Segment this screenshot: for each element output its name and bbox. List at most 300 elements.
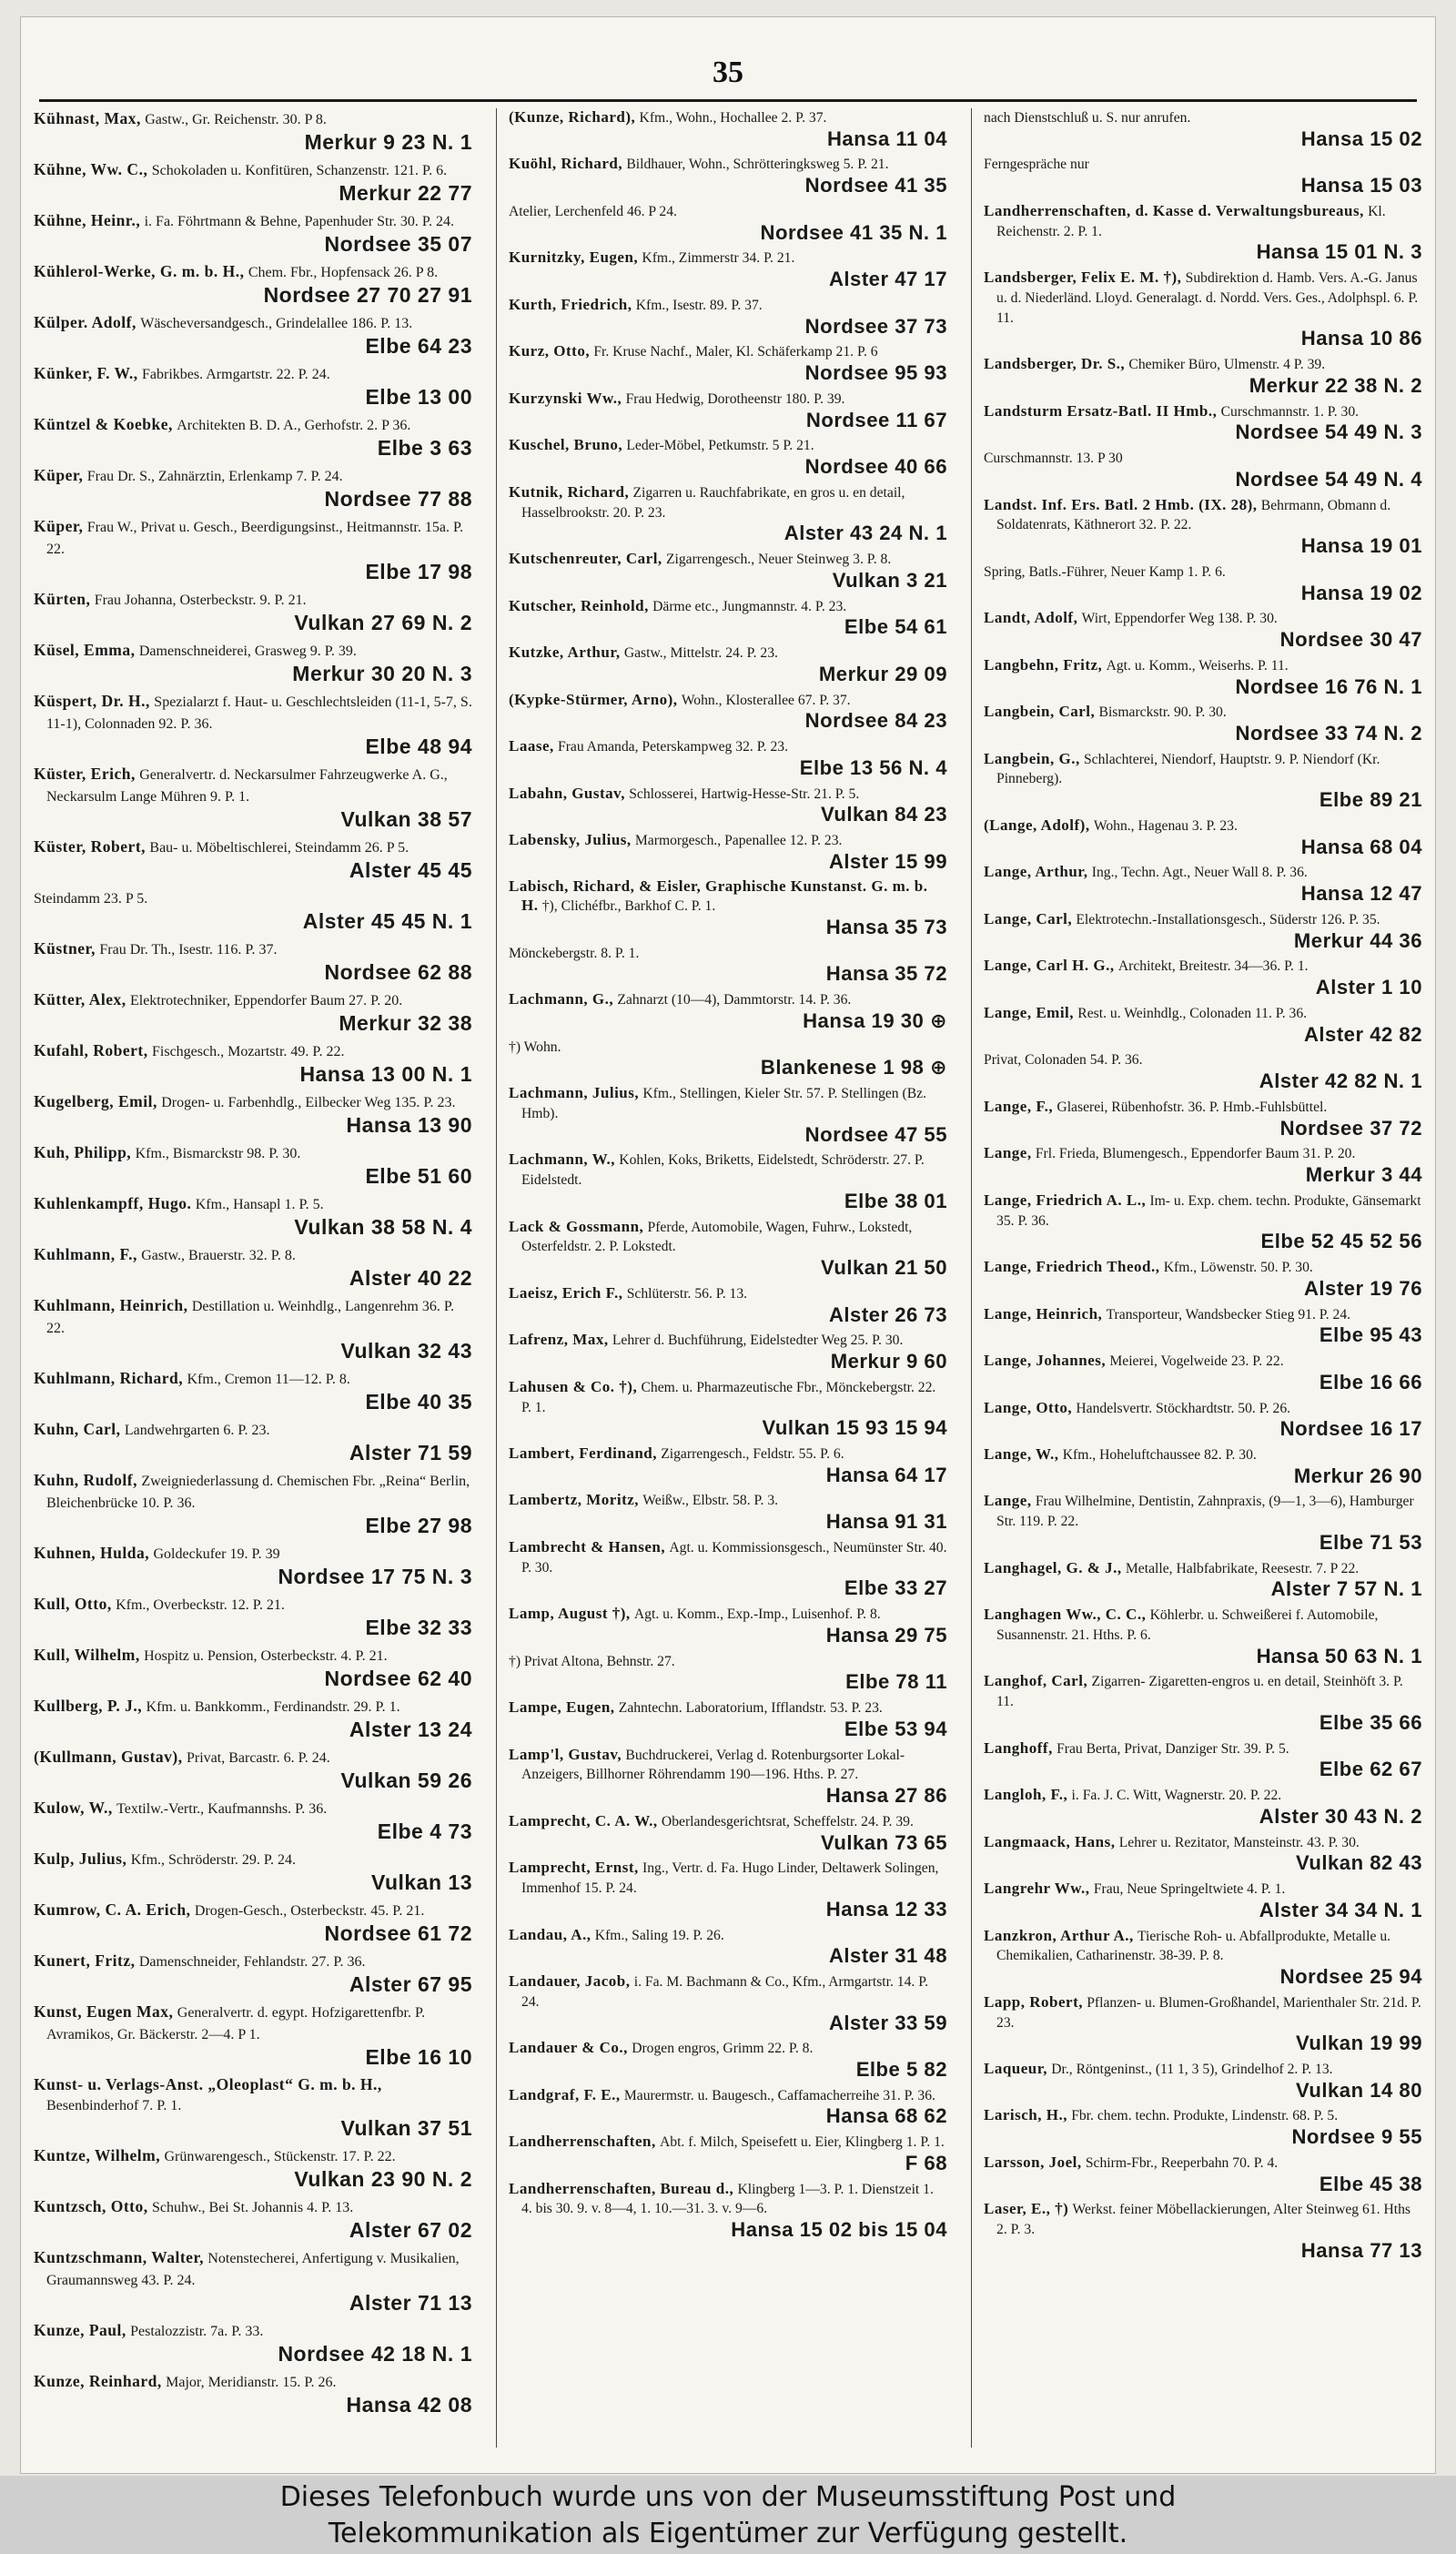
entry-phone: Elbe 33 27 bbox=[844, 1576, 947, 1600]
entry-name: Kurth, Friedrich, bbox=[509, 295, 632, 313]
directory-entry bbox=[984, 1672, 1422, 1734]
entry-detail: Chemiker Büro, Ulmenstr. 4 P. 39. bbox=[1128, 357, 1326, 373]
entry-name: Laase, bbox=[509, 737, 554, 755]
entry-detail: Meierei, Vogelweide 23. P. 22. bbox=[1109, 1353, 1284, 1370]
directory-entry bbox=[509, 990, 947, 1032]
entry-detail: Agt. u. Komm., Weiserhs. P. 11. bbox=[1106, 657, 1289, 674]
directory-entry bbox=[984, 863, 1422, 905]
entry-detail: Curschmannstr. 1. P. 30. bbox=[1220, 403, 1360, 420]
entry-phone: Alster 40 22 bbox=[349, 1266, 472, 1290]
entry-detail: Kfm., Schröderstr. 29. P. 24. bbox=[130, 1852, 297, 1868]
entry-phone: Alster 47 17 bbox=[828, 268, 947, 291]
entry-detail: Zweigniederlassung d. Chemischen Fbr. „Reina“ Berlin, Bleichenbrücke 10. P. 36. bbox=[46, 1474, 470, 1511]
entry-phone: Merkur 9 60 bbox=[830, 1350, 947, 1373]
directory-entry bbox=[509, 1812, 947, 1854]
directory-entry bbox=[984, 1445, 1422, 1487]
entry-phone: Hansa 19 01 bbox=[1300, 534, 1422, 558]
entry-phone: Nordsee 54 49 N. 3 bbox=[1235, 421, 1422, 444]
entry-detail: i. Fa. Föhrtmann & Behne, Papenhuder Str. 30. P. 24. bbox=[144, 214, 455, 229]
entry-detail: Elektrotechn.-Installationsgesch., Süderstr 126. P. 35. bbox=[1076, 911, 1380, 927]
directory-entry bbox=[509, 1378, 947, 1440]
entry-detail: Grünwarengesch., Stückenstr. 17. P. 22. bbox=[164, 2149, 396, 2164]
column-divider bbox=[496, 108, 497, 2448]
entry-phone: Nordsee 54 49 N. 4 bbox=[1235, 467, 1422, 491]
entry-phone: Elbe 17 98 bbox=[365, 560, 472, 583]
entry-phone: Hansa 12 33 bbox=[825, 1897, 947, 1921]
entry-phone: Merkur 29 09 bbox=[818, 662, 947, 685]
entry-phone: Elbe 13 56 N. 4 bbox=[799, 755, 947, 779]
entry-detail: Frau, Neue Springeltwiete 4. P. 1. bbox=[1093, 1881, 1286, 1898]
entry-detail: Kfm., Saling 19. P. 26. bbox=[594, 1927, 724, 1943]
entry-detail: Kfm., Overbeckstr. 12. P. 21. bbox=[116, 1597, 285, 1613]
entry-phone: Vulkan 38 57 bbox=[340, 807, 472, 831]
entry-detail: Kfm. u. Bankkomm., Ferdinandstr. 29. P. 1. bbox=[146, 1699, 400, 1715]
directory-entry bbox=[509, 1038, 947, 1079]
entry-detail: Privat, Colonaden 54. P. 36. bbox=[984, 1052, 1143, 1069]
entry-detail: Glaserei, Rübenhofstr. 36. P. Hmb.-Fuhlsbüttel. bbox=[1057, 1099, 1328, 1115]
entry-phone: Hansa 35 73 bbox=[825, 915, 947, 938]
directory-entry bbox=[34, 887, 472, 933]
entry-detail: Köhlerbr. u. Schweißerei f. Automobile, Susannenstr. 21. Hths. P. 6. bbox=[996, 1607, 1379, 1643]
entry-name: Kürten, bbox=[34, 590, 91, 608]
entry-name: Kühnast, Max, bbox=[34, 109, 141, 127]
directory-entry bbox=[984, 449, 1422, 491]
entry-phone: Vulkan 19 99 bbox=[1295, 2032, 1422, 2055]
entry-phone: Elbe 27 98 bbox=[365, 1514, 472, 1537]
entry-phone: Elbe 35 66 bbox=[1319, 1710, 1422, 1734]
entry-name: Laeisz, Erich F., bbox=[509, 1283, 623, 1302]
entry-name: Landherrenschaften, Bureau d., bbox=[509, 2179, 734, 2197]
entry-phone: Nordsee 25 94 bbox=[1279, 1965, 1422, 1989]
directory-entry bbox=[34, 1900, 472, 1945]
directory-entry bbox=[984, 2060, 1422, 2102]
entry-name: Kugelberg, Emil, bbox=[34, 1092, 157, 1110]
entry-phone: Hansa 15 02 bbox=[1300, 127, 1422, 150]
entry-phone: Merkur 22 38 N. 2 bbox=[1249, 373, 1422, 397]
entry-name: Kufahl, Robert, bbox=[34, 1041, 148, 1059]
directory-entry bbox=[34, 108, 472, 154]
entry-name: Kutscher, Reinhold, bbox=[509, 596, 649, 614]
entry-detail: †), Clichéfbr., Barkhof C. P. 1. bbox=[541, 898, 716, 915]
entry-detail: Fabrikbes. Armgartstr. 22. P. 24. bbox=[142, 367, 330, 382]
entry-detail: Kfm., Stellingen, Kieler Str. 57. P. Stellingen (Bz. Hmb). bbox=[521, 1086, 926, 1121]
entry-phone: Nordsee 16 76 N. 1 bbox=[1235, 674, 1422, 698]
entry-name: Landherrenschaften, d. Kasse d. Verwaltungsbureaus, bbox=[984, 201, 1364, 219]
entry-phone: Nordsee 30 47 bbox=[1279, 628, 1422, 652]
entry-detail: Architekten B. D. A., Gerhofstr. 2. P 36. bbox=[177, 418, 411, 433]
entry-detail: Generalvertr. d. egypt. Hofzigarettenfbr. P. Avramikos, Gr. Bäckerstr. 2—4. P 1. bbox=[46, 2005, 426, 2042]
entry-detail: Zigarren u. Rauchfabrikate, en gros u. en detail, Hasselbrookstr. 20. P. 23. bbox=[521, 484, 905, 521]
entry-detail: Destillation u. Weinhdlg., Langenrehm 36. P. 22. bbox=[46, 1299, 454, 1336]
entry-name: Larisch, H., bbox=[984, 2106, 1067, 2124]
entry-name: Landsberger, Felix E. M. †), bbox=[984, 269, 1182, 287]
directory-entry bbox=[34, 2196, 472, 2242]
directory-entry bbox=[984, 1927, 1422, 1989]
entry-phone: Elbe 13 00 bbox=[365, 385, 472, 409]
directory-entry bbox=[34, 2247, 472, 2315]
entry-name: Langbein, Carl, bbox=[984, 703, 1096, 721]
entry-detail: Handelsvertr. Stöckhardtstr. 50. P. 26. bbox=[1076, 1400, 1291, 1416]
directory-entry bbox=[984, 750, 1422, 812]
entry-phone: Nordsee 84 23 bbox=[804, 709, 947, 733]
directory-entry bbox=[34, 989, 472, 1035]
directory-entry bbox=[984, 1305, 1422, 1347]
entry-detail: Frl. Frieda, Blumengesch., Eppendorfer Baum 31. P. 20. bbox=[1035, 1146, 1356, 1162]
entry-phone: Alster 42 82 N. 1 bbox=[1259, 1069, 1422, 1093]
entry-detail: Agt. u. Kommissionsgesch., Neumünster Str. 40. P. 30. bbox=[521, 1539, 947, 1576]
directory-entry bbox=[984, 1144, 1422, 1186]
directory-entry bbox=[34, 1368, 472, 1414]
entry-phone: Alster 45 45 N. 1 bbox=[302, 909, 472, 933]
entry-detail: Spring, Batls.-Führer, Neuer Kamp 1. P. 6. bbox=[984, 563, 1226, 580]
entry-phone: Hansa 68 04 bbox=[1300, 835, 1422, 858]
directory-entry bbox=[984, 108, 1422, 150]
directory-entry bbox=[984, 496, 1422, 558]
directory-entry bbox=[34, 1040, 472, 1086]
entry-detail: Damenschneider, Fehlandstr. 27. P. 36. bbox=[138, 1954, 366, 1970]
entry-detail: Pestalozzistr. 7a. P. 33. bbox=[130, 2324, 264, 2339]
entry-detail: Weißw., Elbstr. 58. P. 3. bbox=[642, 1493, 779, 1509]
entry-name: Kuh, Philipp, bbox=[34, 1143, 132, 1161]
directory-entry bbox=[34, 2074, 472, 2140]
entry-phone: Merkur 44 36 bbox=[1293, 928, 1422, 952]
directory-entry bbox=[509, 1331, 947, 1373]
entry-phone: Nordsee 33 74 N. 2 bbox=[1235, 722, 1422, 745]
entry-phone: Nordsee 35 07 bbox=[324, 232, 472, 256]
entry-detail: Lehrer d. Buchführung, Eidelstedter Weg 25. P. 30. bbox=[612, 1333, 904, 1349]
entry-phone: Hansa 91 31 bbox=[825, 1510, 947, 1534]
entry-phone: Hansa 19 02 bbox=[1300, 581, 1422, 604]
directory-entry bbox=[509, 737, 947, 779]
entry-phone: Nordsee 27 70 27 91 bbox=[263, 283, 472, 307]
entry-detail: Zigarrengesch., Neuer Steinweg 3. P. 8. bbox=[665, 552, 892, 568]
entry-detail: Spezialarzt f. Haut- u. Geschlechtsleiden (11-1, 5-7, S. 11-1), Colonnaden 92. P. 36. bbox=[46, 694, 472, 732]
directory-entry bbox=[984, 703, 1422, 745]
entry-name: Küster, Erich, bbox=[34, 765, 136, 783]
directory-entry bbox=[509, 597, 947, 639]
entry-phone: Nordsee 37 72 bbox=[1279, 1116, 1422, 1140]
entry-phone: Elbe 89 21 bbox=[1319, 788, 1422, 812]
directory-entry bbox=[509, 1698, 947, 1740]
entry-name: Kuöhl, Richard, bbox=[509, 155, 623, 173]
entry-phone: Elbe 16 10 bbox=[365, 2045, 472, 2069]
entry-name: Landherrenschaften, bbox=[509, 2133, 656, 2151]
directory-entry bbox=[34, 261, 472, 307]
entry-phone: Alster 34 34 N. 1 bbox=[1259, 1898, 1422, 1921]
entry-detail: Bau- u. Möbeltischlerei, Steindamm 26. P 5. bbox=[149, 840, 410, 856]
entry-name: Kühne, Heinr., bbox=[34, 211, 141, 229]
entry-name: Künker, F. W., bbox=[34, 364, 138, 382]
entry-name: Langmaack, Hans, bbox=[984, 1832, 1116, 1850]
directory-entry bbox=[984, 1098, 1422, 1140]
entry-phone: Nordsee 61 72 bbox=[324, 1921, 472, 1945]
entry-name: Landgraf, F. E., bbox=[509, 2085, 621, 2103]
entry-detail: Ferngespräche nur bbox=[984, 157, 1089, 173]
entry-name: Kunze, Paul, bbox=[34, 2321, 126, 2339]
header-rule bbox=[39, 99, 1417, 102]
entry-name: Landauer, Jacob, bbox=[509, 1972, 631, 1991]
entry-name: Landsturm Ersatz-Batl. II Hmb., bbox=[984, 401, 1218, 420]
entry-phone: Alster 13 24 bbox=[349, 1718, 472, 1741]
entry-detail: Wohn., Hagenau 3. P. 23. bbox=[1093, 817, 1238, 834]
column-2 bbox=[509, 108, 947, 2246]
entry-name: Lachmann, W., bbox=[509, 1150, 616, 1169]
directory-entry bbox=[34, 1696, 472, 1741]
entry-detail: Marmorgesch., Papenallee 12. P. 23. bbox=[634, 833, 843, 848]
entry-name: Langrehr Ww., bbox=[984, 1880, 1090, 1898]
directory-entry bbox=[984, 1399, 1422, 1441]
entry-detail: Curschmannstr. 13. P 30 bbox=[984, 451, 1123, 467]
entry-detail: Zahnarzt (10—4), Dammtorstr. 14. P. 36. bbox=[617, 992, 852, 1008]
entry-name: Kulp, Julius, bbox=[34, 1850, 127, 1868]
entry-phone: Hansa 11 04 bbox=[826, 127, 947, 150]
entry-phone: Hansa 10 86 bbox=[1300, 327, 1422, 350]
entry-name: Kuhn, Carl, bbox=[34, 1420, 121, 1438]
directory-entry bbox=[509, 1605, 947, 1647]
directory-entry bbox=[509, 691, 947, 733]
entry-detail: Fr. Kruse Nachf., Maler, Kl. Schäferkamp 21. P. 6 bbox=[593, 344, 878, 360]
entry-detail: i. Fa. J. C. Witt, Wagnerstr. 20. P. 22. bbox=[1071, 1788, 1282, 1804]
entry-phone: Vulkan 15 93 15 94 bbox=[762, 1416, 947, 1440]
entry-name: Lambertz, Moritz, bbox=[509, 1491, 640, 1509]
entry-phone: Alster 7 57 N. 1 bbox=[1270, 1577, 1422, 1601]
directory-entry bbox=[34, 1951, 472, 1996]
directory-entry bbox=[34, 159, 472, 205]
entry-name: Lange, bbox=[984, 1144, 1032, 1162]
entry-name: Küspert, Dr. H., bbox=[34, 692, 150, 710]
directory-entry bbox=[509, 1150, 947, 1212]
entry-name: Langbein, G., bbox=[984, 749, 1080, 767]
entry-phone: Nordsee 9 55 bbox=[1291, 2125, 1422, 2149]
entry-name: Külper. Adolf, bbox=[34, 313, 136, 331]
entry-detail: Ing., Vertr. d. Fa. Hugo Linder, Deltawerk Solingen, Immenhof 15. P. 24. bbox=[521, 1860, 939, 1897]
entry-name: Lange, Arthur, bbox=[984, 863, 1088, 881]
directory-entry bbox=[509, 1284, 947, 1326]
entry-name: Lange, Johannes, bbox=[984, 1352, 1107, 1370]
entry-detail: Schlüterstr. 56. P. 13. bbox=[626, 1285, 748, 1302]
directory-entry bbox=[34, 589, 472, 634]
entry-phone: Vulkan 38 58 N. 4 bbox=[294, 1215, 472, 1239]
entry-detail: Schlachterei, Niendorf, Hauptstr. 9. P. Niendorf (Kr. Pinneberg). bbox=[996, 751, 1380, 787]
directory-entry bbox=[509, 2039, 947, 2081]
entry-name: Kutnik, Richard, bbox=[509, 482, 630, 501]
directory-entry bbox=[34, 1747, 472, 1792]
entry-phone: Merkur 30 20 N. 3 bbox=[292, 662, 472, 685]
entry-detail: Kfm., Isestr. 89. P. 37. bbox=[635, 297, 763, 313]
entry-phone: Elbe 38 01 bbox=[844, 1189, 947, 1212]
entry-detail: Pflanzen- u. Blumen-Großhandel, Marienthaler Str. 21d. P. 23. bbox=[996, 1994, 1421, 2031]
directory-entry bbox=[34, 414, 472, 460]
entry-name: Lanzkron, Arthur A., bbox=[984, 1926, 1134, 1944]
entry-name: Kurz, Otto, bbox=[509, 342, 591, 360]
entry-phone: Hansa 15 01 N. 3 bbox=[1256, 240, 1422, 264]
directory-entry bbox=[984, 1833, 1422, 1875]
entry-phone: Nordsee 41 35 bbox=[804, 174, 947, 198]
entry-name: Landau, A., bbox=[509, 1925, 592, 1943]
entry-name: Kumrow, C. A. Erich, bbox=[34, 1900, 191, 1919]
entry-name: Lambrecht & Hansen, bbox=[509, 1537, 666, 1556]
directory-entry bbox=[984, 1880, 1422, 1921]
entry-phone: Hansa 64 17 bbox=[825, 1463, 947, 1486]
entry-name: Kuntze, Wilhelm, bbox=[34, 2146, 161, 2164]
entry-detail: Bismarckstr. 90. P. 30. bbox=[1098, 704, 1227, 721]
entry-detail: Behrmann, Obmann d. Soldatenrats, Käthnerort 32. P. 22. bbox=[996, 497, 1391, 533]
entry-name: Lack & Gossmann, bbox=[509, 1217, 644, 1235]
entry-phone: Alster 19 76 bbox=[1303, 1276, 1422, 1300]
entry-name: Kull, Otto, bbox=[34, 1595, 112, 1613]
directory-entry bbox=[34, 2320, 472, 2366]
entry-name: Kuhnen, Hulda, bbox=[34, 1544, 150, 1562]
entry-name: Küper, bbox=[34, 517, 84, 535]
entry-phone: Alster 33 59 bbox=[828, 2011, 947, 2034]
entry-phone: Vulkan 84 23 bbox=[820, 803, 947, 826]
directory-entry bbox=[34, 2371, 472, 2417]
directory-entry bbox=[34, 691, 472, 758]
entry-phone: Merkur 9 23 N. 1 bbox=[304, 130, 472, 154]
entry-detail: Generalvertr. d. Neckarsulmer Fahrzeugwerke A. G., Neckarsulm Lange Mühren 9. P. 1. bbox=[46, 767, 448, 805]
directory-entry bbox=[984, 1606, 1422, 1667]
entry-detail: Frau Johanna, Osterbeckstr. 9. P. 21. bbox=[94, 593, 307, 608]
entry-detail: Kohlen, Koks, Briketts, Eidelstedt, Schröderstr. 27. P. Eidelstedt. bbox=[521, 1152, 925, 1189]
directory-entry bbox=[34, 1470, 472, 1537]
directory-entry bbox=[984, 1993, 1422, 2055]
entry-detail: Gastw., Brauerstr. 32. P. 8. bbox=[141, 1248, 296, 1263]
entry-detail: Drogen engros, Grimm 22. P. 8. bbox=[632, 2041, 814, 2057]
directory-entry bbox=[984, 2106, 1422, 2148]
entry-phone: Alster 42 82 bbox=[1303, 1022, 1422, 1046]
entry-phone: Merkur 22 77 bbox=[339, 181, 472, 205]
entry-detail: Ing., Techn. Agt., Neuer Wall 8. P. 36. bbox=[1091, 865, 1308, 881]
entry-detail: Schirm-Fbr., Reeperbahn 70. P. 4. bbox=[1085, 2154, 1279, 2171]
entry-name: Küsel, Emma, bbox=[34, 641, 136, 659]
entry-detail: Zahntechn. Laboratorium, Ifflandstr. 53. P. 23. bbox=[618, 1700, 883, 1717]
entry-name: Lange, Otto, bbox=[984, 1398, 1073, 1416]
entry-detail: Subdirektion d. Hamb. Vers. A.-G. Janus u. d. Niederländ. Lloyd. Generalagt. d. Nordd. Vers. Ges., Adolphspl. 6. P. 11. bbox=[996, 270, 1419, 326]
entry-detail: Gastw., Gr. Reichenstr. 30. P 8. bbox=[145, 112, 327, 127]
entry-name: Kunze, Reinhard, bbox=[34, 2372, 162, 2390]
entry-name: Kulow, W., bbox=[34, 1799, 113, 1817]
entry-detail: Steindamm 23. P 5. bbox=[34, 891, 148, 907]
directory-entry bbox=[509, 644, 947, 685]
entry-name: Lachmann, Julius, bbox=[509, 1084, 640, 1102]
entry-phone: Hansa 15 03 bbox=[1300, 174, 1422, 198]
entry-phone: Nordsee 62 40 bbox=[324, 1667, 472, 1690]
entry-detail: Schuhw., Bei St. Johannis 4. P. 13. bbox=[152, 2200, 354, 2215]
directory-entry bbox=[34, 516, 472, 583]
entry-detail: Fischgesch., Mozartstr. 49. P. 22. bbox=[152, 1044, 345, 1059]
entry-phone: Nordsee 11 67 bbox=[805, 408, 947, 431]
entry-name: Lambert, Ferdinand, bbox=[509, 1444, 657, 1462]
entry-phone: Elbe 71 53 bbox=[1319, 1530, 1422, 1554]
directory-entry bbox=[984, 1258, 1422, 1300]
entry-phone: F 68 bbox=[905, 2151, 947, 2174]
directory-entry bbox=[984, 1191, 1422, 1253]
directory-entry bbox=[34, 2002, 472, 2069]
entry-phone: Hansa 19 30 ⊕ bbox=[803, 1008, 947, 1032]
entry-name: Kuhlmann, F., bbox=[34, 1245, 137, 1263]
entry-detail: Im- u. Exp. chem. techn. Produkte, Gänsemarkt 35. P. 36. bbox=[996, 1192, 1421, 1229]
directory-entry bbox=[509, 1444, 947, 1486]
entry-phone: Elbe 54 61 bbox=[844, 615, 947, 639]
entry-phone: Vulkan 73 65 bbox=[820, 1830, 947, 1854]
entry-name: Langhof, Carl, bbox=[984, 1672, 1088, 1690]
entry-phone: Hansa 29 75 bbox=[825, 1623, 947, 1647]
entry-detail: Elektrotechniker, Eppendorfer Baum 27. P. 20. bbox=[129, 993, 403, 1008]
entry-name: Lange, Friedrich A. L., bbox=[984, 1191, 1147, 1209]
entry-name: Labahn, Gustav, bbox=[509, 784, 625, 802]
entry-detail: Transporteur, Wandsbecker Stieg 91. P. 24. bbox=[1106, 1306, 1351, 1323]
entry-name: Kuschel, Bruno, bbox=[509, 436, 623, 454]
directory-entry bbox=[34, 1419, 472, 1464]
directory-entry bbox=[984, 562, 1422, 604]
entry-phone: Hansa 42 08 bbox=[346, 2393, 472, 2417]
directory-entry bbox=[984, 1050, 1422, 1092]
entry-phone: Alster 43 24 N. 1 bbox=[784, 522, 947, 545]
entry-phone: Vulkan 21 50 bbox=[820, 1256, 947, 1280]
entry-name: Lange, Friedrich Theod., bbox=[984, 1258, 1160, 1276]
directory-entry bbox=[509, 390, 947, 431]
entry-detail: Metalle, Halbfabrikate, Reesestr. 7. P 22. bbox=[1125, 1560, 1360, 1576]
directory-entry bbox=[984, 1492, 1422, 1554]
directory-entry bbox=[509, 1746, 947, 1808]
entry-detail: Landwehrgarten 6. P. 23. bbox=[124, 1423, 270, 1438]
directory-entry bbox=[34, 640, 472, 685]
entry-phone: Hansa 15 02 bis 15 04 bbox=[731, 2218, 947, 2242]
entry-name: Kurzynski Ww., bbox=[509, 389, 622, 407]
entry-name: Laqueur, bbox=[984, 2060, 1047, 2077]
entry-phone: Vulkan 14 80 bbox=[1295, 2078, 1422, 2102]
entry-name: Kunst, Eugen Max, bbox=[34, 2002, 174, 2021]
entry-name: Lamp'l, Gustav, bbox=[509, 1745, 622, 1763]
entry-phone: Vulkan 32 43 bbox=[340, 1339, 472, 1363]
entry-name: Lange, Emil, bbox=[984, 1003, 1075, 1021]
entry-phone: Hansa 35 72 bbox=[825, 962, 947, 986]
entry-phone: Alster 67 95 bbox=[349, 1972, 472, 1996]
entry-detail: Notenstecherei, Anfertigung v. Musikalien, Graumannsweg 43. P. 24. bbox=[46, 2251, 460, 2288]
entry-phone: Vulkan 3 21 bbox=[832, 568, 947, 592]
entry-name: Küstner, bbox=[34, 939, 96, 958]
entry-detail: †) Privat Altona, Behnstr. 27. bbox=[509, 1653, 675, 1669]
entry-name: Lange, Carl H. G., bbox=[984, 957, 1115, 975]
entry-phone: Nordsee 95 93 bbox=[804, 361, 947, 385]
directory-entry bbox=[34, 938, 472, 984]
entry-detail: Hospitz u. Pension, Osterbeckstr. 4. P. 21. bbox=[144, 1648, 388, 1664]
entry-name: Lange, Heinrich, bbox=[984, 1304, 1103, 1323]
entry-name: Laser, E., †) bbox=[984, 2200, 1069, 2218]
entry-detail: Chem. u. Pharmazeutische Fbr., Mönckebergstr. 22. P. 1. bbox=[521, 1379, 936, 1415]
entry-phone: Vulkan 27 69 N. 2 bbox=[294, 611, 472, 634]
directory-entry bbox=[34, 1849, 472, 1894]
entry-detail: Bildhauer, Wohn., Schrötteringksweg 5. P. 21. bbox=[626, 157, 889, 173]
entry-phone: Hansa 27 86 bbox=[825, 1784, 947, 1808]
entry-name: Kutzke, Arthur, bbox=[509, 644, 621, 662]
entry-detail: Zigarren- Zigaretten-engros u. en detail, Steinhöft 3. P. 11. bbox=[996, 1674, 1403, 1710]
entry-detail: Architekt, Breitestr. 34—36. P. 1. bbox=[1117, 958, 1309, 975]
entry-detail: †) Wohn. bbox=[509, 1039, 561, 1055]
entry-name: Lamprecht, C. A. W., bbox=[509, 1811, 658, 1829]
entry-detail: nach Dienstschluß u. S. nur anrufen. bbox=[984, 110, 1191, 126]
entry-phone: Nordsee 16 17 bbox=[1279, 1417, 1422, 1441]
entry-phone: Vulkan 13 bbox=[370, 1870, 472, 1894]
entry-phone: Nordsee 40 66 bbox=[804, 455, 947, 479]
directory-entry bbox=[34, 1193, 472, 1239]
entry-phone: Hansa 68 62 bbox=[825, 2104, 947, 2128]
footer-notice bbox=[0, 2476, 1456, 2554]
entry-phone: Elbe 78 11 bbox=[845, 1670, 947, 1694]
entry-name: (Lange, Adolf), bbox=[984, 816, 1090, 834]
entry-phone: Hansa 50 63 N. 1 bbox=[1256, 1644, 1422, 1667]
entry-phone: Hansa 13 00 N. 1 bbox=[299, 1062, 472, 1086]
